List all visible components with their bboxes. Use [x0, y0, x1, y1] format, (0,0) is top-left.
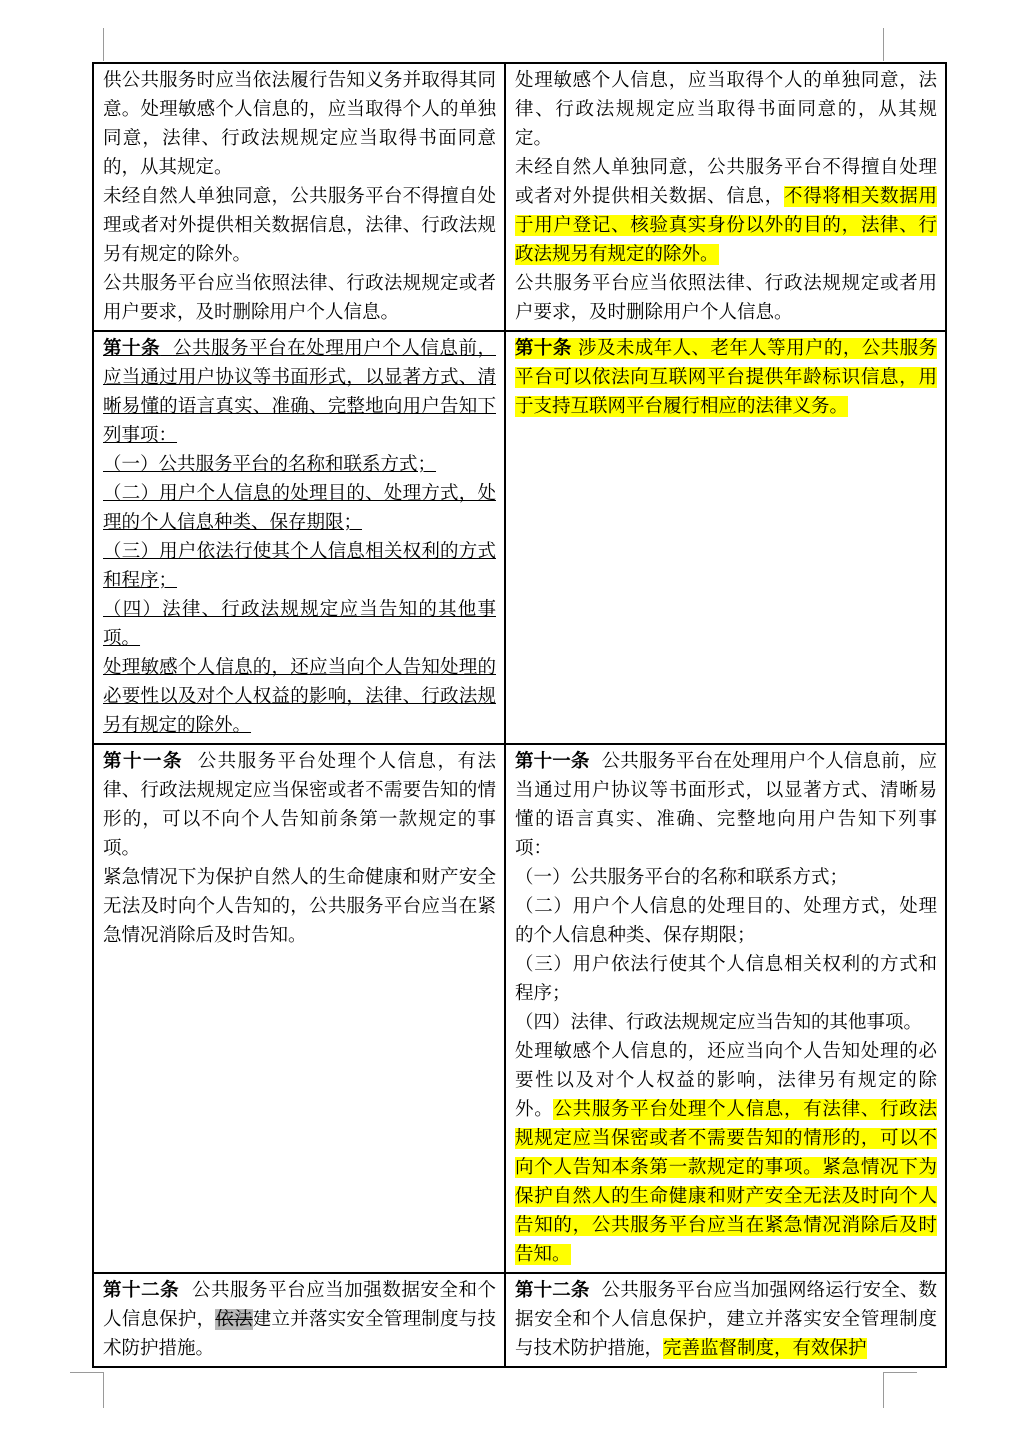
paragraph: （二）用户个人信息的处理目的、处理方式，处理的个人信息种类、保存期限； [515, 896, 937, 946]
crop-mark-top-right-vertical [883, 28, 884, 61]
highlighted-text: 不得将相关数据用于用户登记、核验真实身份以外的目的，法律、行政法规另有规定的除外。 [515, 186, 937, 265]
paragraph-text: 公共服务平台应当加强数据安全和个人信息保护， [103, 1280, 496, 1330]
paragraph: 公共服务平台应当依照法律、行政法规规定或者用户要求，及时删除用户个人信息。 [103, 273, 496, 323]
paragraph [515, 747, 937, 863]
table-row [93, 63, 946, 331]
table-row [93, 744, 946, 1273]
right-cell [505, 331, 946, 744]
highlighted-text: 涉及未成年人、老年人等用户的，公共服务平台可以依法向互联网平台提供年龄标识信息，用于支持互联网平台履行相应的法律义务。 [515, 338, 937, 417]
crop-mark-bottom-left-horizontal [70, 1372, 103, 1373]
paragraph: （二）用户个人信息的处理目的、处理方式，处理的个人信息种类、保存期限； [103, 483, 496, 533]
paragraph: （一）公共服务平台的名称和联系方式； [103, 454, 437, 475]
paragraph [103, 1276, 496, 1363]
crop-mark-bottom-right-horizontal [884, 1372, 917, 1373]
paragraph-text: 建立并落实安全管理制度与技术防护措施。 [103, 1309, 496, 1359]
paragraph: （三）用户依法行使其个人信息相关权利的方式和程序； [515, 954, 937, 1004]
paragraph: 紧急情况下为保护自然人的生命健康和财产安全无法及时向个人告知的，公共服务平台应当在紧急情况消除后及时告知。 [103, 867, 496, 946]
paragraph [515, 338, 937, 417]
article-heading: 第十二条 [103, 1280, 180, 1301]
right-cell [505, 63, 946, 331]
article-heading: 第十二条 [515, 1280, 590, 1301]
left-cell [93, 1273, 505, 1367]
article-heading: 第十一条 [515, 751, 590, 772]
paragraph: 公共服务平台应当依照法律、行政法规规定或者用户要求，及时删除用户个人信息。 [515, 273, 937, 323]
paragraph-text: 未经自然人单独同意，公共服务平台不得擅自处理或者对外提供相关数据、信息， [515, 157, 937, 207]
paragraph: 处理敏感个人信息，应当取得个人的单独同意，法律、行政法规规定应当取得书面同意的，从其规定。 [515, 70, 937, 149]
paragraph: 供公共服务时应当依法履行告知义务并取得其同意。处理敏感个人信息的，应当取得个人的单独同意，法律、行政法规规定应当取得书面同意的，从其规定。 [103, 70, 496, 178]
paragraph: （一）公共服务平台的名称和联系方式； [515, 867, 849, 888]
article-heading: 第十条 [103, 338, 161, 359]
left-cell [93, 63, 505, 331]
paragraph-text: 公共服务平台应当加强网络运行安全、数据安全和个人信息保护，建立并落实安全管理制度与技术防护措施， [515, 1280, 937, 1359]
left-cell [93, 331, 505, 744]
paragraph: （四）法律、行政法规规定应当告知的其他事项。 [515, 1012, 923, 1033]
highlighted-text: 完善监督制度，有效保护 [663, 1338, 867, 1359]
paragraph: 未经自然人单独同意，公共服务平台不得擅自处理或者对外提供相关数据信息，法律、行政法规另有规定的除外。 [103, 186, 496, 265]
article-heading: 第十条 [515, 338, 572, 359]
paragraph [103, 334, 496, 450]
paragraph-text: 公共服务平台处理个人信息，有法律、行政法规规定应当保密或者不需要告知的情形的，可以不向个人告知前条第一款规定的事项。 [103, 751, 496, 859]
highlighted-text: 公共服务平台处理个人信息，有法律、行政法规规定应当保密或者不需要告知的情形的，可以不向个人告知本条第一款规定的事项。紧急情况下为保护自然人的生命健康和财产安全无法及时向个人告知的，公共服务平台应当在紧急情况消除后及时告知。 [515, 1099, 937, 1265]
paragraph-text: 处理敏感个人信息的，还应当向个人告知处理的必要性以及对个人权益的影响，法律另有规定的除外。 [515, 1041, 937, 1120]
paragraph [515, 1276, 937, 1363]
crop-mark-bottom-right-vertical [883, 1372, 884, 1408]
table-row [93, 1273, 946, 1367]
article-heading: 第十一条 [103, 751, 183, 772]
paragraph [515, 1037, 937, 1269]
paragraph-text: 公共服务平台在处理用户个人信息前，应当通过用户协议等书面形式，以显著方式、清晰易懂的语言真实、准确、完整地向用户告知下列事项： [515, 751, 937, 859]
right-cell [505, 744, 946, 1273]
left-cell [93, 744, 505, 1273]
crop-mark-top-left-vertical [103, 28, 104, 61]
paragraph [515, 153, 937, 269]
crop-mark-bottom-left-vertical [103, 1372, 104, 1408]
paragraph: 处理敏感个人信息的，还应当向个人告知处理的必要性以及对个人权益的影响，法律、行政法规另有规定的除外。 [103, 657, 496, 736]
paragraph: （三）用户依法行使其个人信息相关权利的方式和程序； [103, 541, 496, 591]
paragraph-text: 公共服务平台在处理用户个人信息前，应当通过用户协议等书面形式，以显著方式、清晰易懂的语言真实、准确、完整地向用户告知下列事项： [103, 338, 496, 446]
right-cell [505, 1273, 946, 1367]
paragraph [103, 747, 496, 863]
deleted-text: 依法 [215, 1309, 253, 1330]
paragraph: （四）法律、行政法规规定应当告知的其他事项。 [103, 599, 496, 649]
table-row [93, 331, 946, 744]
comparison-table [92, 62, 947, 1368]
